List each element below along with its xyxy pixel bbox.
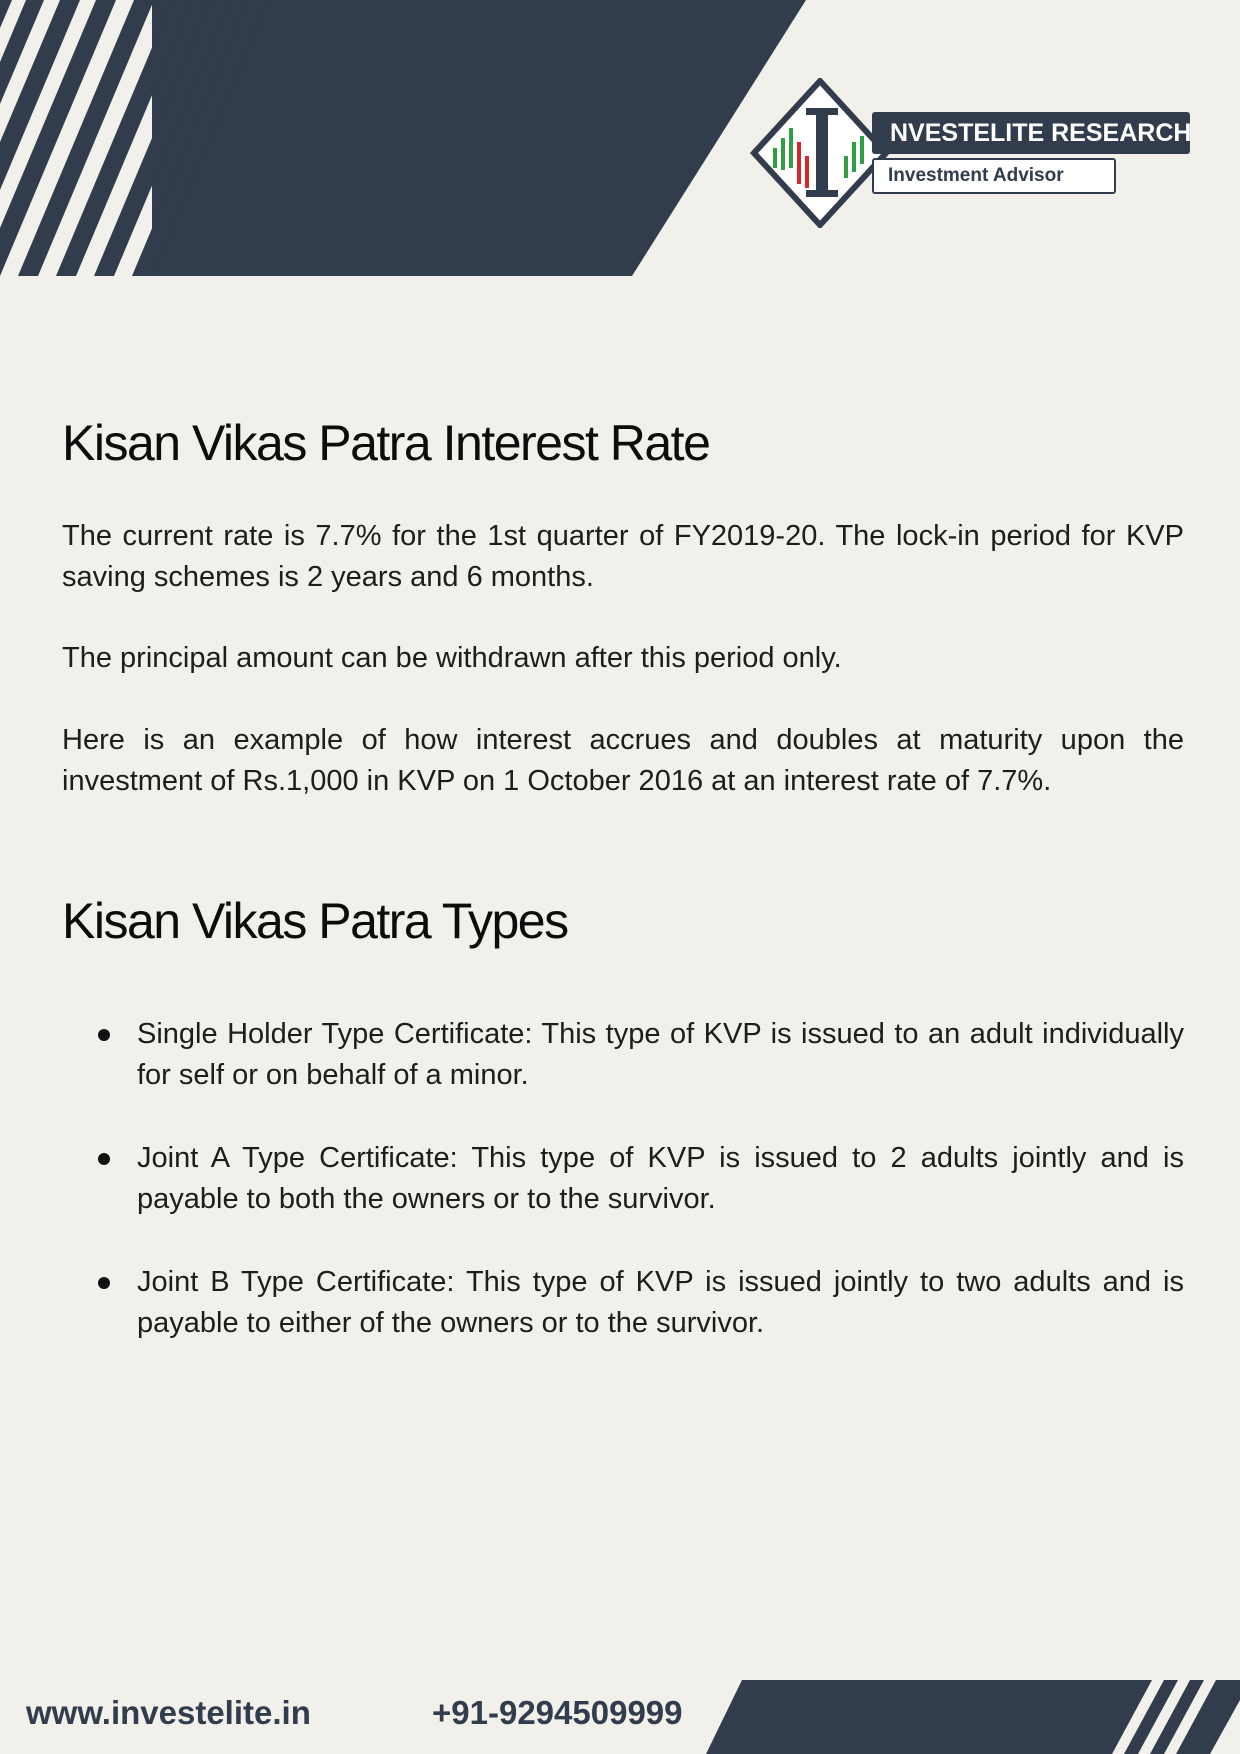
brand-name: NVESTELITE RESEARCH xyxy=(872,112,1190,154)
interest-rate-heading: Kisan Vikas Patra Interest Rate xyxy=(62,415,710,471)
footer-website: www.investelite.in xyxy=(26,1694,311,1731)
interest-rate-paragraph: The current rate is 7.7% for the 1st quarter of FY2019-20. The lock-in period for KVP saving schemes is 2 years and 6 months. xyxy=(62,520,1184,593)
list-item xyxy=(62,1014,1184,1096)
list-item xyxy=(62,1262,1184,1344)
list-item-text: Joint B Type Certificate: This type of KVP is issued jointly to two adults and is payable to either of the owners or to the survivor. xyxy=(137,1266,1184,1339)
bullet-icon xyxy=(98,1153,110,1165)
list-item xyxy=(62,1138,1184,1220)
list-item-text: Single Holder Type Certificate: This type of KVP is issued to an adult individually for self or on behalf of a minor. xyxy=(137,1018,1184,1091)
types-list xyxy=(62,1014,1184,1386)
list-item-text: Joint A Type Certificate: This type of KVP is issued to 2 adults jointly and is payable to both the owners or to the survivor. xyxy=(137,1142,1184,1215)
types-heading: Kisan Vikas Patra Types xyxy=(62,893,568,949)
brand-tagline: Investment Advisor xyxy=(872,158,1116,194)
bullet-icon xyxy=(98,1029,110,1041)
example-paragraph: Here is an example of how interest accrues and doubles at maturity upon the investment of Rs.1,000 in KVP on 1 October 2016 at an interest rate of 7.7%. xyxy=(62,724,1184,797)
bullet-icon xyxy=(98,1277,110,1289)
withdrawal-paragraph: The principal amount can be withdrawn after this period only. xyxy=(62,642,842,674)
footer-phone: +91-9294509999 xyxy=(432,1694,683,1731)
